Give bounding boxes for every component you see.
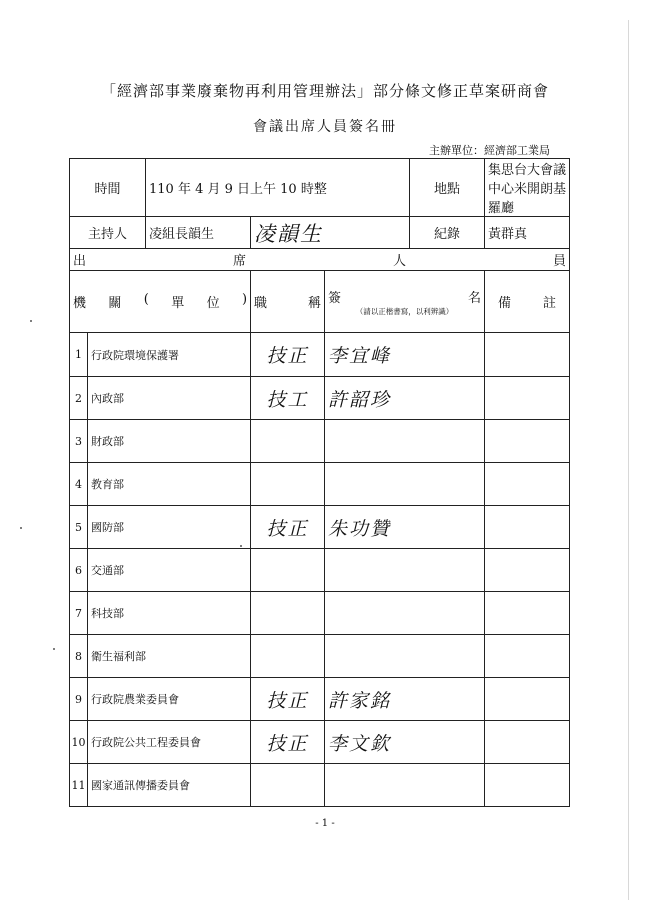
attendee-rows (70, 333, 570, 807)
row-remarks (485, 764, 570, 807)
row-number: 11 (70, 764, 88, 807)
page-number: - 1 - (315, 818, 335, 829)
row-number: 10 (70, 721, 88, 764)
meeting-chair-row (70, 217, 570, 249)
row-remarks (485, 592, 570, 635)
row-agency: 衛生福利部 (88, 635, 251, 678)
table-row (70, 506, 570, 549)
row-number: 5 (70, 506, 88, 549)
chair-signature: 凌韻生 (251, 217, 410, 249)
row-number: 4 (70, 463, 88, 506)
row-title: 技正 (251, 721, 325, 764)
row-signature: 朱功贊 (325, 506, 485, 549)
row-number: 9 (70, 678, 88, 721)
row-agency: 科技部 (88, 592, 251, 635)
row-remarks (485, 333, 570, 377)
signature-column-header: 簽 名 （請以正楷書寫，以利辨識） (325, 271, 485, 333)
row-number: 7 (70, 592, 88, 635)
row-signature: 李宜峰 (325, 333, 485, 377)
place-label: 地點 (410, 159, 485, 217)
row-number: 3 (70, 420, 88, 463)
row-signature: 李文欽 (325, 721, 485, 764)
scan-speck (20, 527, 22, 529)
organizer-label: 主辦單位：經濟部工業局 (429, 144, 550, 157)
table-row (70, 463, 570, 506)
row-remarks (485, 463, 570, 506)
table-row (70, 721, 570, 764)
row-agency: 教育部 (88, 463, 251, 506)
row-title: 技正 (251, 678, 325, 721)
chair-value: 凌組長韻生 (146, 217, 251, 249)
page-edge-line (628, 20, 629, 900)
agency-column-header: 機 關 ( 單 位 ) (70, 271, 251, 333)
row-title: 技工 (251, 377, 325, 420)
row-title (251, 635, 325, 678)
attendees-header: 出 席 人 員 (70, 249, 570, 271)
table-row (70, 592, 570, 635)
row-agency: 交通部 (88, 549, 251, 592)
row-remarks (485, 420, 570, 463)
remarks-column-header: 備 註 (485, 271, 570, 333)
row-title (251, 549, 325, 592)
meeting-time-row (70, 159, 570, 217)
table-row (70, 420, 570, 463)
row-agency: 行政院環境保護署 (88, 333, 251, 377)
row-title (251, 764, 325, 807)
row-remarks (485, 678, 570, 721)
table-row (70, 549, 570, 592)
time-value: 110 年 4 月 9 日上午 10 時整 (146, 159, 410, 217)
row-signature (325, 592, 485, 635)
recorder-value: 黃群真 (485, 217, 570, 249)
row-signature (325, 420, 485, 463)
document-title: 「經濟部事業廢棄物再利用管理辦法」部分條文修正草案研商會 (100, 82, 549, 100)
row-number: 1 (70, 333, 88, 377)
row-signature (325, 549, 485, 592)
row-number: 8 (70, 635, 88, 678)
row-remarks (485, 377, 570, 420)
row-signature (325, 764, 485, 807)
row-agency: 財政部 (88, 420, 251, 463)
row-remarks (485, 549, 570, 592)
row-title (251, 592, 325, 635)
row-title (251, 420, 325, 463)
table-row (70, 377, 570, 420)
row-signature (325, 635, 485, 678)
row-agency: 行政院農業委員會 (88, 678, 251, 721)
scan-speck (30, 320, 32, 322)
column-header-row (70, 271, 570, 333)
row-signature: 許韶珍 (325, 377, 485, 420)
attendees-header-row (70, 249, 570, 271)
row-agency: 國防部 (88, 506, 251, 549)
row-remarks (485, 635, 570, 678)
row-signature (325, 463, 485, 506)
row-remarks (485, 506, 570, 549)
table-row (70, 333, 570, 377)
time-label: 時間 (70, 159, 146, 217)
chair-label: 主持人 (70, 217, 146, 249)
signature-note: （請以正楷書寫，以利辨識） (355, 306, 454, 316)
sign-in-table (69, 158, 570, 807)
row-agency: 內政部 (88, 377, 251, 420)
row-agency: 行政院公共工程委員會 (88, 721, 251, 764)
row-remarks (485, 721, 570, 764)
row-title (251, 463, 325, 506)
recorder-label: 紀錄 (410, 217, 485, 249)
row-number: 2 (70, 377, 88, 420)
row-signature: 許家銘 (325, 678, 485, 721)
title-column-header: 職 稱 (251, 271, 325, 333)
scan-speck (53, 648, 55, 650)
table-row (70, 764, 570, 807)
table-row (70, 678, 570, 721)
row-title: 技正 (251, 506, 325, 549)
row-number: 6 (70, 549, 88, 592)
row-agency: 國家通訊傳播委員會 (88, 764, 251, 807)
scan-speck (240, 545, 242, 547)
row-title: 技正 (251, 333, 325, 377)
document-subtitle: 會議出席人員簽名冊 (253, 119, 397, 135)
table-row (70, 635, 570, 678)
place-value: 集思台大會議中心米開朗基羅廳 (485, 159, 570, 217)
